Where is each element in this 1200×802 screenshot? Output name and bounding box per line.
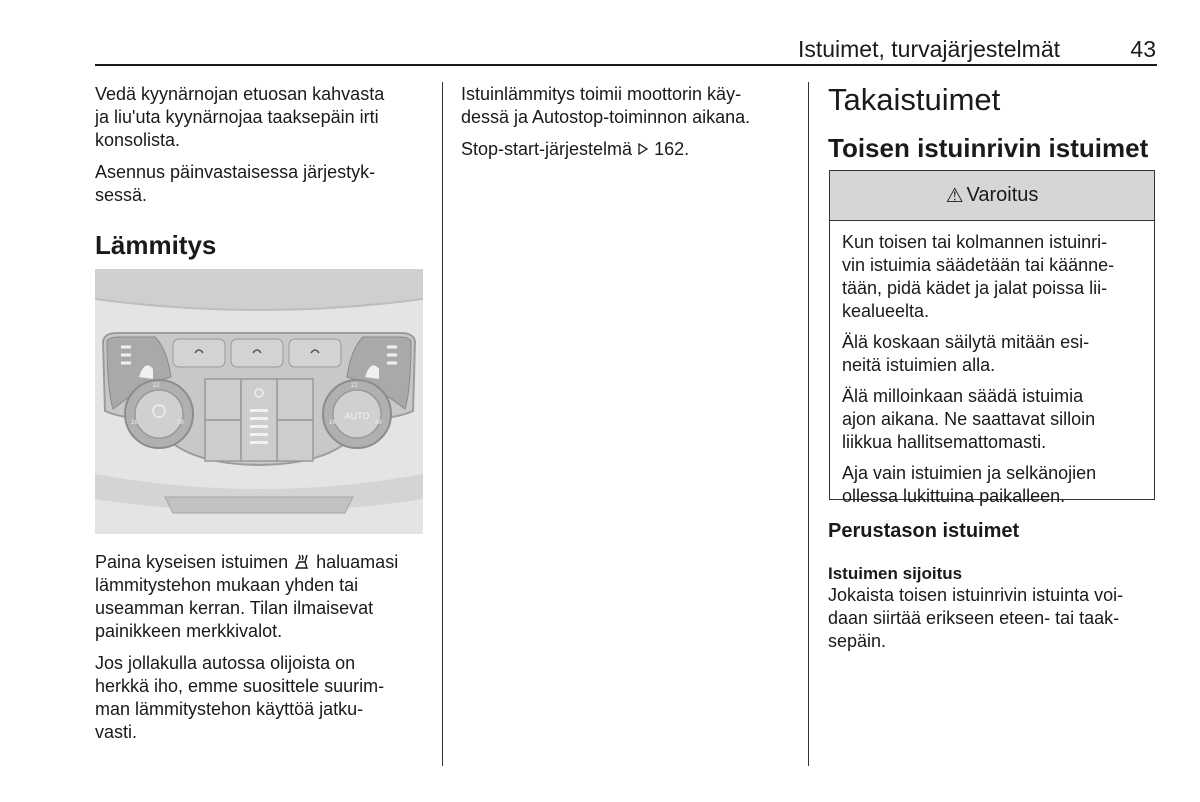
svg-text:28: 28 bbox=[375, 420, 382, 426]
warning-title: Varoitus bbox=[966, 184, 1039, 206]
column-2 bbox=[461, 83, 801, 170]
warning-paragraph-3: Älä milloinkaan säädä istuimia ajon aikana. Ne saattavat silloin liikkua hallitsemattomasti. bbox=[842, 386, 1096, 452]
svg-text:16: 16 bbox=[131, 420, 138, 426]
running-header-title: Istuimet, turvajärjestelmät bbox=[797, 36, 1060, 62]
paragraph-seat-heating-press: Paina kyseisen istuimen haluamasi lämmitystehon mukaan yhden tai useamman kerran. Tilan ilmaisevat painikkeen merkkivalot. bbox=[95, 552, 399, 641]
warning-body bbox=[830, 221, 1154, 508]
page-reference-arrow-icon bbox=[637, 139, 649, 153]
svg-text:16: 16 bbox=[329, 420, 336, 426]
subheading-seat-position: Istuimen sijoitus bbox=[828, 564, 963, 583]
header-rule bbox=[95, 64, 1157, 66]
section-heading-heating: Lämmitys bbox=[95, 230, 217, 260]
paragraph-seat-position: Jokaista toisen istuinrivin istuinta voi- daan siirtää erikseen eteen- tai taak- sepäin. bbox=[828, 585, 1124, 651]
column-1 bbox=[95, 83, 435, 216]
paragraph-armrest: Vedä kyynärnojan etuosan kahvasta ja liu'uta kyynärnojaa taaksepäin irti konsolista. bbox=[95, 84, 385, 150]
svg-text:28: 28 bbox=[177, 420, 184, 426]
section-heading-rear-seats: Takaistuimet bbox=[828, 82, 1001, 117]
paragraph-seat-heating-operation: Istuinlämmitys toimii moottorin käy- dessä ja Autostop-toiminnon aikana. bbox=[461, 84, 751, 127]
cross-reference-stop-start: Stop-start-järjestelmä 162. bbox=[461, 139, 690, 159]
paragraph-reverse-order: Asennus päinvastaisessa järjestyk- sessä. bbox=[95, 162, 376, 205]
column-divider-2 bbox=[808, 82, 809, 766]
svg-text:22: 22 bbox=[351, 383, 358, 389]
page-reference-link[interactable]: 162. bbox=[654, 139, 690, 159]
warning-triangle-icon: ⚠ bbox=[945, 185, 964, 207]
knob-auto-label: AUTO bbox=[344, 411, 370, 421]
section-heading-second-row: Toisen istuinrivin istuimet bbox=[828, 133, 1149, 163]
warning-box bbox=[829, 170, 1155, 506]
warning-paragraph-2: Älä koskaan säilytä mitään esi- neitä istuimien alla. bbox=[842, 332, 1090, 375]
svg-text:22: 22 bbox=[153, 383, 160, 389]
warning-paragraph-1: Kun toisen tai kolmannen istuinri- vin istuimia säädetään tai käänne- tään, pidä kädet ja jalat poissa lii- kealueelta. bbox=[842, 232, 1115, 321]
climate-control-illustration bbox=[95, 269, 423, 534]
subheading-basic-seats: Perustason istuimet bbox=[828, 520, 1020, 542]
paragraph-sensitive-skin: Jos jollakulla autossa olijoista on herkkä iho, emme suosittele suurim- man lämmitystehon käyttöä jatku- vasti. bbox=[95, 653, 385, 742]
warning-paragraph-4: Aja vain istuimien ja selkänojien ollessa lukittuina paikalleen. bbox=[842, 463, 1097, 506]
column-divider-1 bbox=[442, 82, 443, 766]
warning-header bbox=[830, 171, 1154, 221]
seat-heat-icon bbox=[293, 553, 311, 571]
page-number: 43 bbox=[1130, 36, 1156, 62]
column-1-lower bbox=[95, 551, 440, 753]
